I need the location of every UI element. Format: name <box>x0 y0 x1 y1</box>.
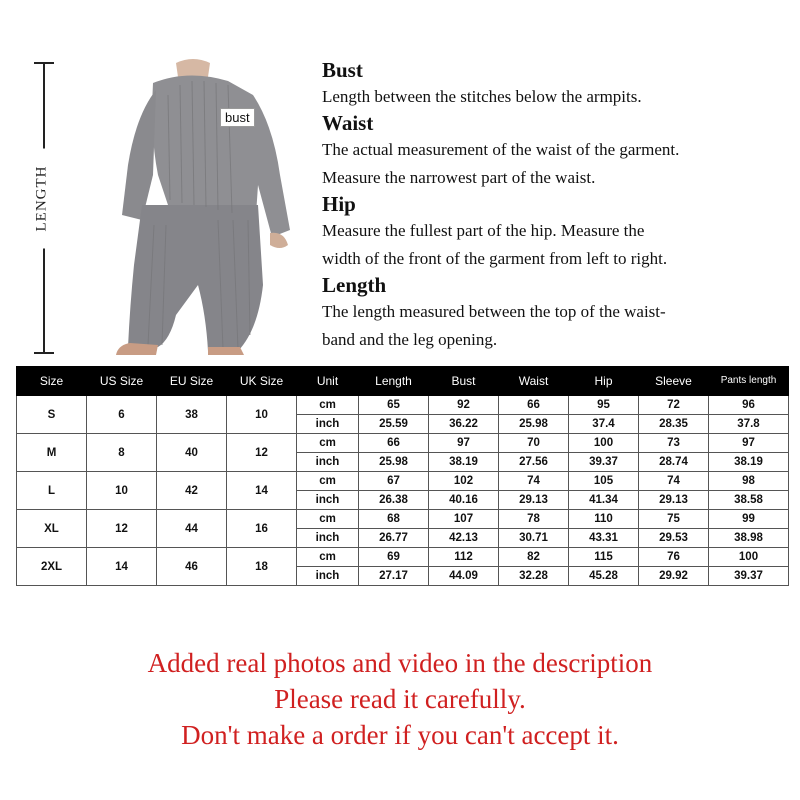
waist-cell: 30.71 <box>499 529 569 548</box>
notice-line: Don't make a order if you can't accept it. <box>181 720 619 750</box>
unit-cell: cm <box>297 548 359 567</box>
notice-line: Added real photos and video in the description <box>147 648 653 678</box>
uk-size-cell: 16 <box>227 510 297 548</box>
unit-cell: inch <box>297 415 359 434</box>
ruler-bottom-cap <box>34 352 54 354</box>
size-cell: 2XL <box>17 548 87 586</box>
sleeve-cell: 28.74 <box>639 453 709 472</box>
hip-cell: 105 <box>569 472 639 491</box>
hip-cell: 115 <box>569 548 639 567</box>
length-cell: 27.17 <box>359 567 429 586</box>
eu-size-cell: 38 <box>157 396 227 434</box>
size-cell: XL <box>17 510 87 548</box>
ruler-label: LENGTH <box>34 149 51 249</box>
measurement-hip <box>322 192 792 273</box>
waist-cell: 82 <box>499 548 569 567</box>
sleeve-cell: 29.53 <box>639 529 709 548</box>
model-figure <box>58 55 298 355</box>
hip-cell: 37.4 <box>569 415 639 434</box>
table-row <box>17 472 789 491</box>
sleeve-cell: 74 <box>639 472 709 491</box>
measurement-bust <box>322 58 792 111</box>
measurement-text: The actual measurement of the waist of the garment. <box>322 140 680 159</box>
bust-cell: 92 <box>429 396 499 415</box>
pants-length-cell: 98 <box>709 472 789 491</box>
sleeve-cell: 76 <box>639 548 709 567</box>
waist-cell: 32.28 <box>499 567 569 586</box>
sleeve-cell: 73 <box>639 434 709 453</box>
header-waist: Waist <box>499 367 569 396</box>
measurement-descriptions <box>322 58 792 354</box>
header-us-size: US Size <box>87 367 157 396</box>
hip-cell: 95 <box>569 396 639 415</box>
length-cell: 26.77 <box>359 529 429 548</box>
header-hip: Hip <box>569 367 639 396</box>
measurement-length <box>322 273 792 354</box>
bust-cell: 97 <box>429 434 499 453</box>
table-row <box>17 396 789 415</box>
bust-cell: 44.09 <box>429 567 499 586</box>
length-ruler <box>28 62 58 354</box>
measurement-waist <box>322 111 792 192</box>
bust-tag: bust <box>220 108 255 127</box>
uk-size-cell: 18 <box>227 548 297 586</box>
us-size-cell: 12 <box>87 510 157 548</box>
sleeve-cell: 29.92 <box>639 567 709 586</box>
header-length: Length <box>359 367 429 396</box>
notice-text <box>0 645 800 753</box>
eu-size-cell: 46 <box>157 548 227 586</box>
unit-cell: cm <box>297 472 359 491</box>
table-row <box>17 434 789 453</box>
pants-length-cell: 97 <box>709 434 789 453</box>
eu-size-cell: 42 <box>157 472 227 510</box>
bust-cell: 36.22 <box>429 415 499 434</box>
hip-cell: 45.28 <box>569 567 639 586</box>
notice-line: Please read it carefully. <box>274 684 526 714</box>
waist-cell: 27.56 <box>499 453 569 472</box>
measurement-text: The length measured between the top of the waist- <box>322 302 666 321</box>
uk-size-cell: 12 <box>227 434 297 472</box>
length-cell: 67 <box>359 472 429 491</box>
bust-cell: 40.16 <box>429 491 499 510</box>
bust-cell: 112 <box>429 548 499 567</box>
waist-cell: 29.13 <box>499 491 569 510</box>
measurement-text: width of the front of the garment from left to right. <box>322 249 668 268</box>
measurement-text: Measure the narrowest part of the waist. <box>322 168 596 187</box>
unit-cell: inch <box>297 453 359 472</box>
header-eu-size: EU Size <box>157 367 227 396</box>
sleeve-cell: 75 <box>639 510 709 529</box>
waist-cell: 66 <box>499 396 569 415</box>
waist-cell: 74 <box>499 472 569 491</box>
sleeve-cell: 28.35 <box>639 415 709 434</box>
hip-cell: 100 <box>569 434 639 453</box>
hip-cell: 39.37 <box>569 453 639 472</box>
measurement-term: Bust <box>322 58 363 82</box>
unit-cell: inch <box>297 529 359 548</box>
uk-size-cell: 14 <box>227 472 297 510</box>
unit-cell: cm <box>297 396 359 415</box>
bust-cell: 38.19 <box>429 453 499 472</box>
header-pants-length: Pants length <box>709 367 789 396</box>
pants-length-cell: 37.8 <box>709 415 789 434</box>
us-size-cell: 6 <box>87 396 157 434</box>
table-row <box>17 510 789 529</box>
us-size-cell: 14 <box>87 548 157 586</box>
pants-length-cell: 96 <box>709 396 789 415</box>
header-size: Size <box>17 367 87 396</box>
measurement-term: Length <box>322 273 387 297</box>
waist-cell: 70 <box>499 434 569 453</box>
uk-size-cell: 10 <box>227 396 297 434</box>
measurement-text: band and the leg opening. <box>322 330 498 349</box>
length-cell: 25.98 <box>359 453 429 472</box>
unit-cell: inch <box>297 567 359 586</box>
size-chart-table <box>16 366 789 586</box>
header-uk-size: UK Size <box>227 367 297 396</box>
waist-cell: 78 <box>499 510 569 529</box>
size-cell: M <box>17 434 87 472</box>
header-unit: Unit <box>297 367 359 396</box>
sleeve-cell: 29.13 <box>639 491 709 510</box>
eu-size-cell: 44 <box>157 510 227 548</box>
pants-length-cell: 38.19 <box>709 453 789 472</box>
table-header-row <box>17 367 789 396</box>
length-cell: 69 <box>359 548 429 567</box>
measurement-term: Hip <box>322 192 356 216</box>
unit-cell: cm <box>297 510 359 529</box>
us-size-cell: 8 <box>87 434 157 472</box>
header-sleeve: Sleeve <box>639 367 709 396</box>
size-cell: S <box>17 396 87 434</box>
length-cell: 68 <box>359 510 429 529</box>
size-cell: L <box>17 472 87 510</box>
unit-cell: inch <box>297 491 359 510</box>
measurement-text: Measure the fullest part of the hip. Measure the <box>322 221 645 240</box>
pants-length-cell: 38.58 <box>709 491 789 510</box>
eu-size-cell: 40 <box>157 434 227 472</box>
header-bust: Bust <box>429 367 499 396</box>
pants-length-cell: 38.98 <box>709 529 789 548</box>
measurement-term: Waist <box>322 111 374 135</box>
length-cell: 26.38 <box>359 491 429 510</box>
bust-cell: 102 <box>429 472 499 491</box>
unit-cell: cm <box>297 434 359 453</box>
pants-length-cell: 100 <box>709 548 789 567</box>
bust-cell: 107 <box>429 510 499 529</box>
sleeve-cell: 72 <box>639 396 709 415</box>
length-cell: 65 <box>359 396 429 415</box>
pants-length-cell: 99 <box>709 510 789 529</box>
hip-cell: 43.31 <box>569 529 639 548</box>
bust-cell: 42.13 <box>429 529 499 548</box>
waist-cell: 25.98 <box>499 415 569 434</box>
pants-length-cell: 39.37 <box>709 567 789 586</box>
length-cell: 66 <box>359 434 429 453</box>
us-size-cell: 10 <box>87 472 157 510</box>
length-cell: 25.59 <box>359 415 429 434</box>
measurement-text: Length between the stitches below the armpits. <box>322 87 642 106</box>
table-row <box>17 548 789 567</box>
hip-cell: 41.34 <box>569 491 639 510</box>
hip-cell: 110 <box>569 510 639 529</box>
